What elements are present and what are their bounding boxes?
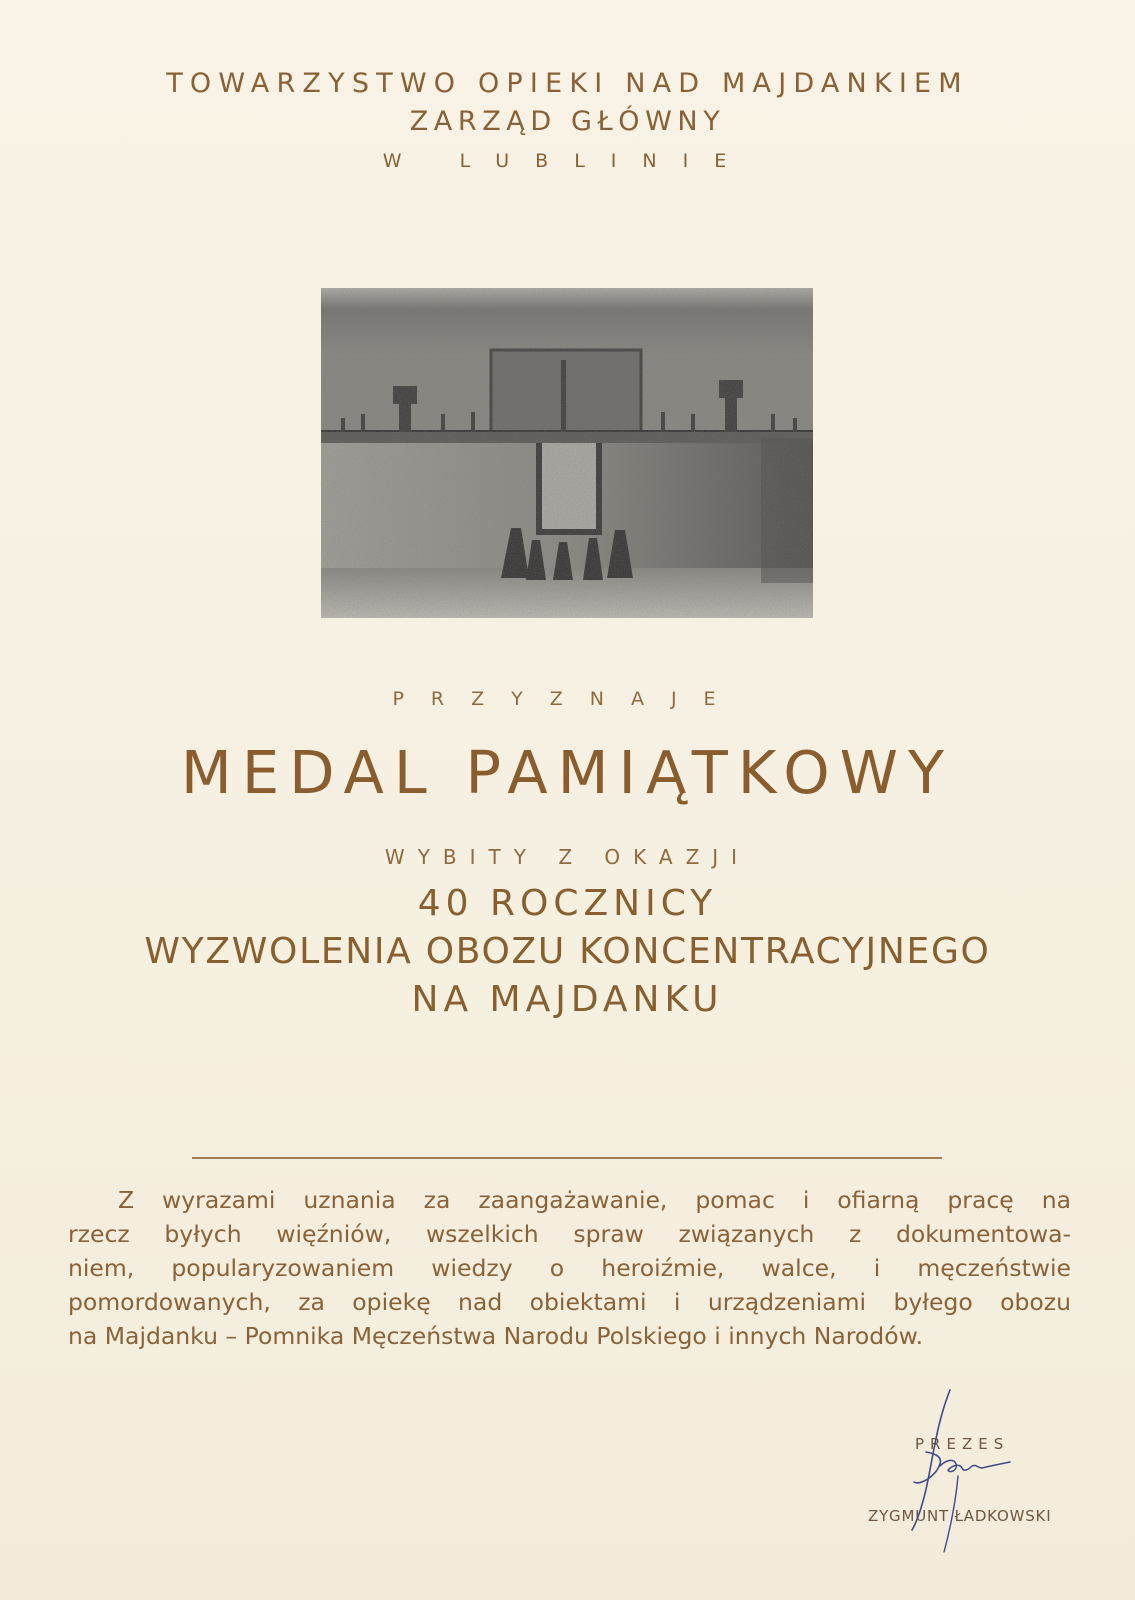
memorial-engraving-image <box>321 288 813 618</box>
organization-board: ZARZĄD GŁÓWNY <box>409 106 726 137</box>
handwritten-signature <box>898 1380 1048 1560</box>
president-name: ZYGMUNT ŁADKOWSKI <box>868 1507 1052 1525</box>
grants-label: PRZYZNAJE <box>392 688 743 710</box>
president-label: PREZES <box>915 1435 1010 1453</box>
citation-line: niem, popularyzowaniem wiedzy o heroiźmie, walce, i męczeństwie <box>68 1254 1071 1282</box>
organization-city: W LUBLINIE <box>382 150 753 172</box>
anniversary-heading: 40 ROCZNICY <box>417 883 718 924</box>
organization-name: TOWARZYSTWO OPIEKI NAD MAJDANKIEM <box>166 68 969 99</box>
liberation-heading: WYZWOLENIA OBOZU KONCENTRACYJNEGO <box>144 931 991 972</box>
place-heading: NA MAJDANKU <box>411 979 724 1020</box>
separator-line <box>192 1157 942 1159</box>
citation-paragraph <box>68 1183 1071 1353</box>
citation-line: Z wyrazami uznania za zaangażawanie, pomac i ofiarną pracę na <box>118 1186 1071 1214</box>
medal-title: MEDAL PAMIĄTKOWY <box>180 738 955 807</box>
citation-line: rzecz byłych więźniów, wszelkich spraw związanych z dokumentowa- <box>68 1220 1071 1248</box>
occasion-label: WYBITY Z OKAZJI <box>384 845 751 869</box>
citation-line: na Majdanku – Pomnika Męczeństwa Narodu Polskiego i innych Narodów. <box>68 1322 924 1350</box>
citation-line: pomordowanych, za opiekę nad obiektami i urządzeniami byłego obozu <box>68 1288 1071 1316</box>
